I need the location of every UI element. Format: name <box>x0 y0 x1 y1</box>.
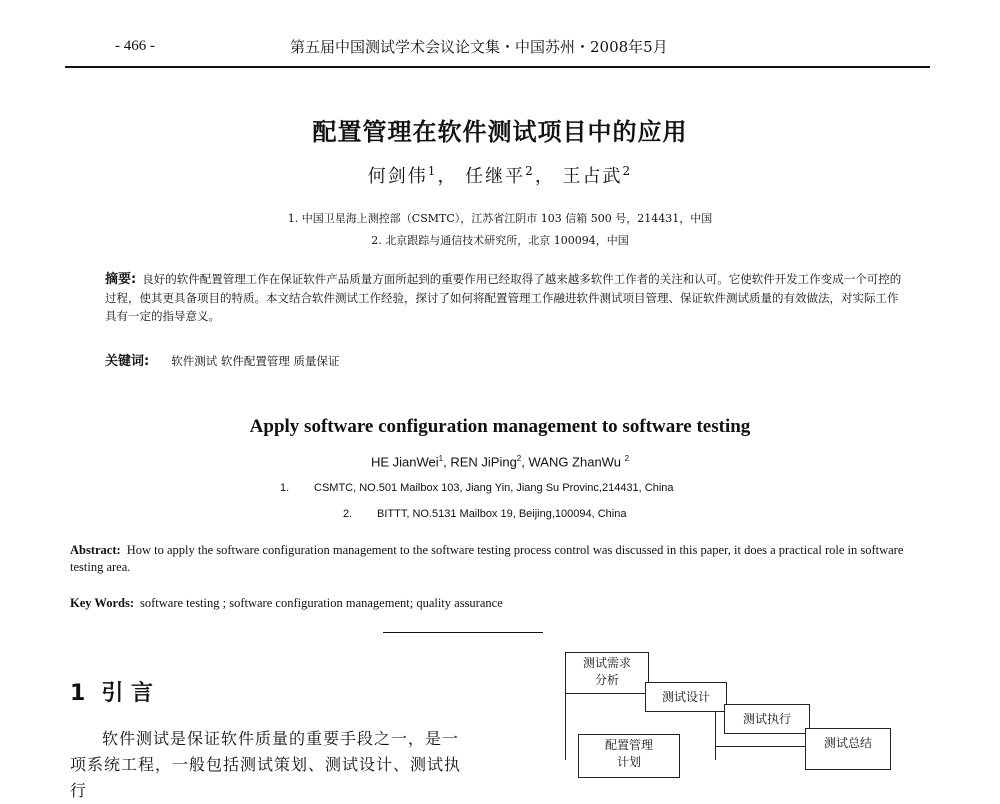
diagram-connector-bottom <box>715 746 805 747</box>
diagram-box-exec-label: 测试执行 <box>742 712 791 726</box>
affiliation-en-1-text: CSMTC, NO.501 Mailbox 103, Jiang Yin, Jiang Su Provinc,214431, China <box>314 482 674 494</box>
section-1-heading <box>70 676 153 707</box>
separator-rule <box>383 632 543 633</box>
diagram-box-req <box>565 652 649 694</box>
diagram-box-req-label: 测试需求 分析 <box>582 656 631 687</box>
author-en-1: HE JianWei <box>370 454 439 470</box>
abstract-en <box>70 542 935 576</box>
author-en-3: WANG ZhanWu <box>528 454 621 470</box>
diagram-box-cm <box>578 734 680 778</box>
affiliation-en-2-text: BITTT, NO.5131 Mailbox 19, Beijing,100094, China <box>377 508 627 520</box>
affiliation-en-1 <box>280 482 674 494</box>
author-2: 任继平 <box>465 166 526 187</box>
keywords-en <box>70 596 503 611</box>
author-en-1-sup: 1 <box>438 454 444 463</box>
affiliation-en-2 <box>343 508 626 520</box>
page-number: - 466 - <box>115 38 155 54</box>
author-en-2: REN JiPing <box>450 454 517 470</box>
keywords-en-text: software testing ; software configuration management; quality assurance <box>140 596 503 610</box>
journal-header: 第五届中国测试学术会议论文集・中国苏州・2008年5月 <box>290 38 668 56</box>
authors-en: HE JianWei$^1$, REN JiPing$^2$, WANG ZhanWu $^2$ <box>370 454 630 470</box>
section-1-number: 1 <box>70 681 86 706</box>
diagram-box-summary <box>805 728 891 770</box>
diagram-box-design-label: 测试设计 <box>661 690 710 704</box>
author-3-sup: 2 <box>622 164 633 178</box>
author-1-sup: 1 <box>427 164 438 178</box>
author-en-3-sup: 2 <box>624 454 630 463</box>
keywords-cn-label: 关键词: <box>105 354 150 369</box>
affiliation-en-1-num: 1. <box>280 482 290 494</box>
author-3: 王占武 <box>562 166 623 187</box>
author-en-2-sup: 2 <box>516 454 522 463</box>
keywords-en-label: Key Words: <box>70 596 135 610</box>
keywords-cn-text: 软件测试 软件配置管理 质量保证 <box>171 354 340 368</box>
authors-cn: 何剑伟$^1$， 任继平$^2$， 王占武$^2$ <box>367 164 633 187</box>
affiliation-cn-2: 2. 北京跟踪与通信技术研究所，北京 100094，中国 <box>371 234 629 247</box>
diagram-connector-mid <box>715 712 716 760</box>
diagram-box-summary-label: 测试总结 <box>823 736 872 750</box>
abstract-cn-label: 摘要: <box>105 272 137 287</box>
abstract-cn-text: 良好的软件配置管理工作在保证软件产品质量方面所起到的重要作用已经取得了越来越多软件工作者的关注和认可。它使软件开发工作变成一个可控的过程，使其更具备项目的特质。本文结合软件测试工作经验，探讨了如何将配置管理工作融进软件测试项目管理、保证软件测试质量的有效做法，对实际工作具有一定的指导意义。 <box>105 272 902 323</box>
keywords-cn <box>105 350 340 369</box>
paper-title-cn: 配置管理在软件测试项目中的应用 <box>312 118 688 146</box>
affiliation-en-2-num: 2. <box>343 508 353 520</box>
section-1-body: 软件测试是保证软件质量的重要手段之一，是一项系统工程，一般包括测试策划、测试设计、测试执行 <box>70 729 462 800</box>
header-rule <box>65 66 930 68</box>
diagram-connector-left <box>565 692 566 760</box>
section-1-title: 引 言 <box>101 681 153 706</box>
affiliation-cn-1: 1. 中国卫星海上测控部（CSMTC），江苏省江阴市 103 信箱 500 号，214431，中国 <box>287 212 713 225</box>
diagram-box-exec <box>724 704 810 734</box>
abstract-cn <box>105 270 905 325</box>
diagram-box-design <box>645 682 727 712</box>
diagram-box-cm-label: 配置管理 计划 <box>604 738 653 769</box>
paper-title-en: Apply software configuration management to software testing <box>249 416 751 437</box>
abstract-en-text: How to apply the software configuration management to the software testing process control was discussed in this paper, it does a practical role in software testing area. <box>70 543 904 574</box>
abstract-en-label: Abstract: <box>70 543 121 557</box>
author-2-sup: 2 <box>525 164 535 178</box>
author-1: 何剑伟 <box>367 166 428 187</box>
